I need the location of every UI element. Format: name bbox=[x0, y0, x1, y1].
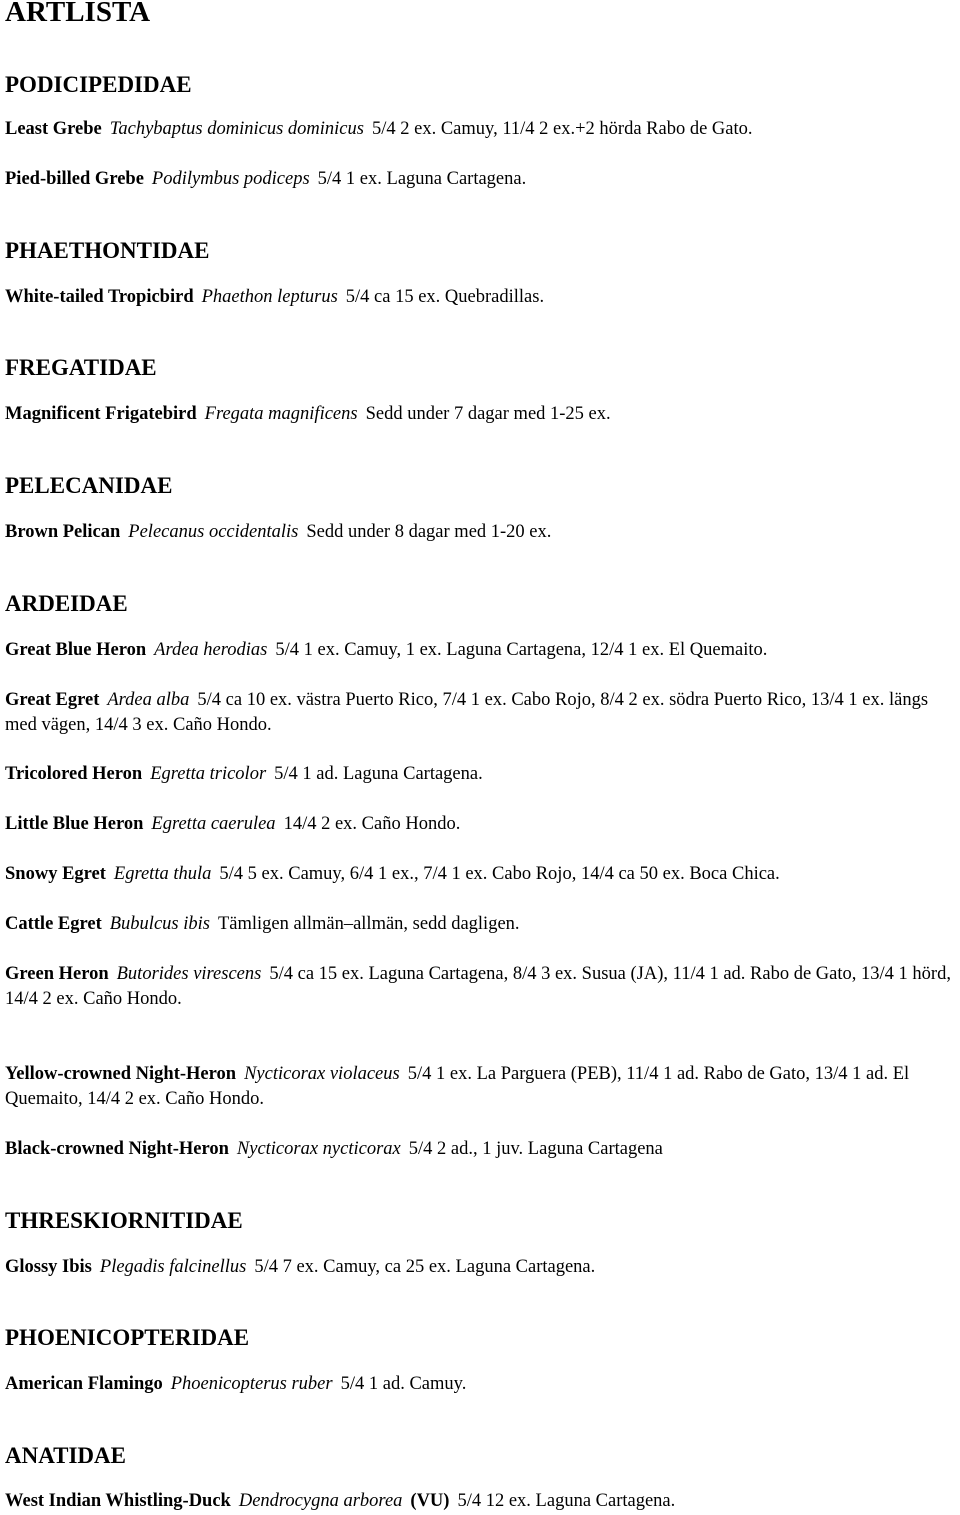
species-notes: 5/4 7 ex. Camuy, ca 25 ex. Laguna Cartagena. bbox=[254, 1257, 596, 1277]
species-entry bbox=[5, 1062, 957, 1112]
species-scientific-name: Dendrocygna arborea bbox=[238, 1491, 403, 1511]
species-entry bbox=[5, 1372, 957, 1397]
species-common-name: Great Egret bbox=[5, 690, 100, 710]
species-common-name: Cattle Egret bbox=[5, 914, 102, 934]
species-entry bbox=[5, 912, 957, 937]
species-notes: 5/4 2 ex. Camuy, 11/4 2 ex.+2 hörda Rabo de Gato. bbox=[371, 119, 753, 139]
species-entry bbox=[5, 167, 957, 192]
species-scientific-name: Bubulcus ibis bbox=[109, 914, 210, 934]
species-scientific-name: Tachybaptus dominicus dominicus bbox=[109, 119, 364, 139]
species-notes: 14/4 2 ex. Caño Hondo. bbox=[283, 814, 461, 834]
family-heading: ANATIDAE bbox=[5, 1443, 126, 1468]
species-scientific-name: Phaethon lepturus bbox=[201, 287, 338, 307]
species-entry bbox=[5, 1489, 957, 1514]
species-notes: 5/4 ca 15 ex. Quebradillas. bbox=[345, 287, 545, 307]
conservation-status: (VU) bbox=[410, 1491, 450, 1511]
species-notes: 5/4 1 ex. La Parguera (PEB), 11/4 1 ad. Rabo de Gato, 13/4 1 ad. El Quemaito, 14/4 2 ex. Caño Hondo. bbox=[5, 1064, 910, 1109]
species-common-name: Green Heron bbox=[5, 964, 109, 984]
species-scientific-name: Egretta caerulea bbox=[151, 814, 276, 834]
species-entry bbox=[5, 638, 957, 663]
species-scientific-name: Pelecanus occidentalis bbox=[128, 522, 299, 542]
species-entry bbox=[5, 402, 957, 427]
species-notes: 5/4 ca 15 ex. Laguna Cartagena, 8/4 3 ex. Susua (JA), 11/4 1 ad. Rabo de Gato, 13/4 1 hörd, 14/4 2 ex. Caño Hondo. bbox=[5, 964, 951, 1009]
species-notes: 5/4 ca 10 ex. västra Puerto Rico, 7/4 1 ex. Cabo Rojo, 8/4 2 ex. södra Puerto Rico, 13/4 1 ex. längs med vägen, 14/4 3 ex. Caño Hondo. bbox=[5, 690, 929, 735]
family-heading: PODICIPEDIDAE bbox=[5, 72, 192, 97]
species-notes: Tämligen allmän–allmän, sedd dagligen. bbox=[217, 914, 520, 934]
species-scientific-name: Egretta thula bbox=[113, 864, 212, 884]
species-notes: 5/4 2 ad., 1 juv. Laguna Cartagena bbox=[408, 1139, 663, 1159]
species-common-name: American Flamingo bbox=[5, 1374, 163, 1394]
species-entry bbox=[5, 520, 957, 545]
species-common-name: Snowy Egret bbox=[5, 864, 106, 884]
species-entry bbox=[5, 862, 957, 887]
species-scientific-name: Podilymbus podiceps bbox=[151, 169, 310, 189]
species-entry bbox=[5, 117, 957, 142]
species-entry bbox=[5, 812, 957, 837]
species-common-name: Little Blue Heron bbox=[5, 814, 144, 834]
species-scientific-name: Egretta tricolor bbox=[150, 764, 267, 784]
species-scientific-name: Ardea herodias bbox=[154, 640, 268, 660]
species-entry bbox=[5, 762, 957, 787]
species-entry bbox=[5, 688, 957, 738]
species-notes: 5/4 1 ex. Camuy, 1 ex. Laguna Cartagena, 12/4 1 ex. El Quemaito. bbox=[275, 640, 768, 660]
family-heading: PELECANIDAE bbox=[5, 473, 173, 498]
species-common-name: Yellow-crowned Night-Heron bbox=[5, 1064, 237, 1084]
species-notes: 5/4 5 ex. Camuy, 6/4 1 ex., 7/4 1 ex. Cabo Rojo, 14/4 ca 50 ex. Boca Chica. bbox=[219, 864, 780, 884]
species-common-name: Great Blue Heron bbox=[5, 640, 147, 660]
species-notes: 5/4 1 ad. Camuy. bbox=[340, 1374, 467, 1394]
species-notes: Sedd under 7 dagar med 1-25 ex. bbox=[365, 404, 611, 424]
species-scientific-name: Phoenicopterus ruber bbox=[170, 1374, 333, 1394]
family-heading: THRESKIORNITIDAE bbox=[5, 1208, 243, 1233]
species-common-name: Magnificent Frigatebird bbox=[5, 404, 197, 424]
species-common-name: West Indian Whistling-Duck bbox=[5, 1491, 231, 1511]
species-common-name: Pied-billed Grebe bbox=[5, 169, 144, 189]
species-entry bbox=[5, 285, 957, 310]
species-notes: 5/4 1 ex. Laguna Cartagena. bbox=[317, 169, 527, 189]
species-common-name: Glossy Ibis bbox=[5, 1257, 92, 1277]
species-entry bbox=[5, 1255, 957, 1280]
species-scientific-name: Nycticorax nycticorax bbox=[236, 1139, 401, 1159]
family-heading: FREGATIDAE bbox=[5, 355, 157, 380]
page-title: ARTLISTA bbox=[5, 0, 151, 28]
family-heading: PHOENICOPTERIDAE bbox=[5, 1325, 250, 1350]
species-scientific-name: Butorides virescens bbox=[116, 964, 262, 984]
species-common-name: Least Grebe bbox=[5, 119, 102, 139]
species-scientific-name: Nycticorax violaceus bbox=[244, 1064, 400, 1084]
species-common-name: White-tailed Tropicbird bbox=[5, 287, 194, 307]
family-heading: ARDEIDAE bbox=[5, 591, 128, 616]
species-entry bbox=[5, 962, 957, 1012]
family-heading: PHAETHONTIDAE bbox=[5, 238, 210, 263]
species-scientific-name: Ardea alba bbox=[107, 690, 190, 710]
species-scientific-name: Plegadis falcinellus bbox=[99, 1257, 247, 1277]
species-notes: 5/4 1 ad. Laguna Cartagena. bbox=[274, 764, 483, 784]
species-scientific-name: Fregata magnificens bbox=[204, 404, 358, 424]
species-common-name: Brown Pelican bbox=[5, 522, 121, 542]
species-notes: Sedd under 8 dagar med 1-20 ex. bbox=[306, 522, 552, 542]
species-common-name: Black-crowned Night-Heron bbox=[5, 1139, 229, 1159]
species-entry bbox=[5, 1137, 957, 1162]
species-notes: 5/4 12 ex. Laguna Cartagena. bbox=[457, 1491, 676, 1511]
species-common-name: Tricolored Heron bbox=[5, 764, 143, 784]
